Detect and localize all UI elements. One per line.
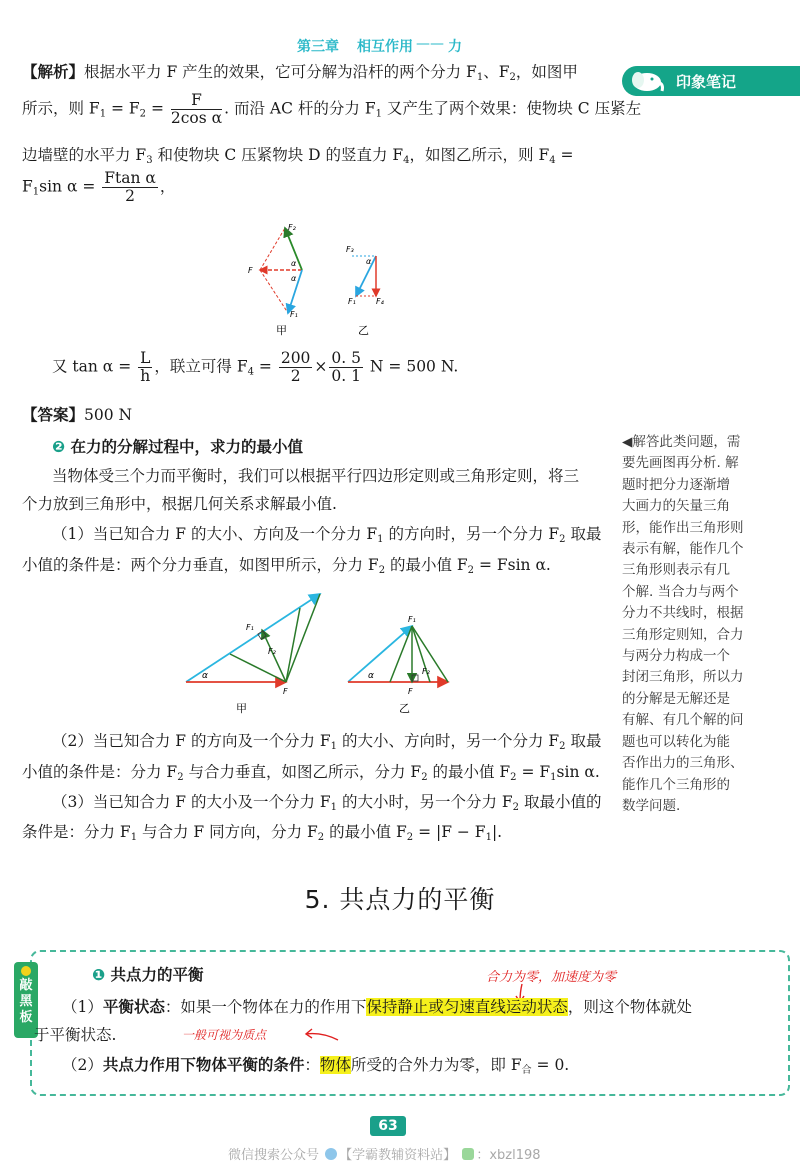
sidebar-note-line: 否作出力的三角形、	[622, 755, 744, 772]
answer-value: 500 N	[84, 406, 133, 424]
jia-label-F2: F₂	[288, 223, 296, 232]
yi-label-F4: F₄	[376, 297, 384, 306]
sidebar-note-line: 三角形则表示有几	[622, 562, 730, 579]
note-badge	[622, 66, 800, 96]
analysis-tag: 【解析】	[22, 63, 85, 81]
analysis-line-1: 【解析】根据水平力 F 产生的效果，它可分解为沿杆的两个分力 $F_1$、$F_2$，如图甲	[22, 63, 578, 83]
case2-line-1: （2）当已知合力 F 的方向及一个分力 $F_1$ 的大小、方向时，另一个分力 $F_2$ 取最	[52, 732, 602, 752]
section2-num: ❷	[52, 438, 66, 456]
section2-heading	[52, 437, 303, 457]
watermark-text-2: 【学霸教辅资料站】	[339, 1148, 457, 1163]
mid-yi-ray-F1	[348, 626, 412, 682]
sidebar-note-line: 数学问题.	[622, 797, 681, 814]
board-num: ❶	[92, 966, 106, 984]
page-header	[0, 0, 800, 56]
mid-yi-label-alpha: α	[368, 671, 374, 681]
highlight-object: 物体	[319, 1056, 351, 1074]
elephant-icon	[628, 68, 666, 94]
board-heading	[92, 965, 204, 985]
mid-jia-label-alpha: α	[202, 671, 208, 681]
analysis-line-2: 所示，则 $F_1 = F_2$ = $\frac{F}{\text{2cos α}}$ . 而沿 AC 杆的分力 $F_1$ 又产生了两个效果：使物块 C 压紧左	[22, 91, 642, 127]
mid-yi-line-a	[412, 626, 448, 682]
mid-yi-right-angle	[412, 675, 418, 681]
sidebar-note-line: 个解. 当合力与两个	[622, 583, 739, 600]
mid-jia-ray-F1-direction	[186, 594, 320, 682]
jia-dashed-left-lower	[260, 270, 288, 313]
sidebar-note-line: 表示有解，能作几个	[622, 541, 744, 558]
header-chapter: 第三章	[297, 39, 339, 55]
handwritten-arrow-2	[302, 1026, 342, 1046]
figure-jia-caption: 甲	[276, 324, 287, 337]
handwritten-note-1: 合力为零，加速度为零	[486, 970, 617, 985]
mid-yi-label-F: F	[408, 687, 413, 696]
mid-yi-label-F1: F₁	[408, 615, 416, 624]
mid-jia-label-F2: F₂	[268, 647, 276, 656]
board-label-equilibrium-condition: 共点力作用下物体平衡的条件	[102, 1056, 305, 1074]
jia-label-F: F	[248, 266, 253, 275]
sidebar-note-line: 分力不共线时，根据	[622, 605, 744, 622]
sidebar-note-line: 有解、有几个解的问	[622, 712, 744, 729]
mid-yi-label-F2: F₂	[422, 667, 430, 676]
jia-label-F1: F₁	[290, 310, 298, 319]
sidebar-note-line: 与两分力构成一个	[622, 648, 730, 665]
jia-dashed-left-upper	[260, 228, 285, 270]
wechat-icon	[462, 1148, 474, 1160]
board-p1-line-2: 于平衡状态.	[34, 1026, 117, 1044]
fraction-f-over-2cos: $\frac{F}{\text{2cos α}}$	[170, 91, 223, 127]
mid-jia-label-F: F	[283, 687, 288, 696]
case2-line-2: 小值的条件是：分力 $F_2$ 与合力垂直，如图乙所示，分力 $F_2$ 的最小值 $F_2 = F_1\sin$ α.	[22, 763, 600, 783]
fraction-05-over-01: $\frac{0. 5}{0. 1}$	[331, 349, 361, 385]
analysis-line-3: 边墙壁的水平力 $F_3$ 和使物块 C 压紧物块 D 的竖直力 $F_4$，如图乙所示，则 $F_4$ =	[22, 146, 574, 166]
answer-line	[22, 405, 132, 425]
section5-title: 5. 共点力的平衡	[304, 885, 496, 914]
mid-jia-line-b	[286, 608, 300, 682]
fraction-L-over-h: $\frac{L}{h}$	[140, 349, 151, 385]
section2-p1b: 个力放到三角形中，根据几何关系求解最小值.	[22, 495, 337, 513]
highlight-static-or-uniform: 保持静止或匀速直线运动状态	[366, 998, 568, 1016]
bulb-icon	[21, 966, 31, 976]
fraction-200-over-2: $\frac{200}{2}$	[280, 349, 311, 385]
board-p1-line-1: （1）平衡状态：如果一个物体在力的作用下保持静止或匀速直线运动状态，则这个物体就处	[62, 998, 692, 1016]
mid-figure-yi-caption: 乙	[399, 702, 410, 715]
sidebar-note-line: 能作几个三角形的	[622, 776, 730, 793]
board-label-balance-state: 平衡状态	[102, 998, 165, 1016]
sidebar-note-line: 大画力的矢量三角	[622, 498, 730, 515]
header-dash: ——	[416, 36, 444, 52]
case1-line-1: （1）当已知合力 F 的大小、方向及一个分力 $F_1$ 的方向时，另一个分力 $F_2$ 取最	[52, 525, 602, 545]
sidebar-note-line: 题时把分力逐渐增	[622, 476, 730, 493]
jia-label-alpha-lower: α	[291, 274, 297, 283]
board-p2-line: （2）共点力作用下物体平衡的条件：物体所受的合外力为零，即 $F_合 = 0$.	[62, 1056, 570, 1076]
sidebar-note	[622, 432, 798, 817]
yi-label-alpha: α	[366, 257, 372, 266]
sidebar-note-line: 形，能作出三角形则	[622, 519, 744, 536]
case3-line-2: 条件是：分力 $F_1$ 与合力 F 同方向，分力 $F_2$ 的最小值 $F_2 = |F - F_1|$.	[22, 823, 503, 843]
figure-force-decomposition-top	[240, 218, 400, 340]
analysis-line-5: 又 tan α = $\frac{L}{h}$ ，联立可得 $F_4$ = $\frac{200}{2}$ × $\frac{0. 5}{0. 1}$ N = 500 N.	[52, 349, 459, 385]
mid-jia-line-c	[230, 654, 286, 682]
sidebar-note-line: 题也可以转化为能	[622, 733, 730, 750]
sidebar-note-line: 的分解是无解还是	[622, 690, 730, 707]
mid-jia-label-F1: F₁	[246, 623, 254, 632]
answer-tag: 【答案】	[22, 406, 85, 424]
jia-label-alpha-upper: α	[291, 259, 297, 268]
sidebar-note-line: 三角形定则知，合力	[622, 626, 744, 643]
handwritten-note-2: 一般可视为质点	[182, 1028, 267, 1042]
analysis-line-4: $F_1\sin$ α = $\frac{\text{Ftan α}}{2}$ ，	[22, 169, 176, 205]
mid-jia-line-a	[286, 594, 320, 682]
mid-yi-line-b	[390, 626, 412, 682]
case3-line-1: （3）当已知合力 F 的大小及一个分力 $F_1$ 的大小时，另一个分力 $F_2$ 取最小值的	[52, 793, 602, 813]
figure-yi-top	[346, 245, 385, 337]
sidebar-note-line: 要先画图再分析. 解	[622, 455, 739, 472]
watermark-text-1: 微信搜索公众号	[228, 1148, 320, 1163]
mid-figure-jia-caption: 甲	[236, 702, 247, 715]
sidebar-note-line: 封闭三角形，所以力	[622, 669, 744, 686]
section2-p1: 当物体受三个力而平衡时，我们可以根据平行四边形定则或三角形定则，将三	[52, 467, 580, 485]
knock-board-label: 敲黑板	[19, 978, 33, 1025]
header-title: 相互作用	[357, 39, 413, 55]
mid-jia-arrow-F2-min	[262, 630, 286, 682]
board-title: 共点力的平衡	[110, 966, 204, 984]
watermark	[228, 1144, 541, 1163]
section2-title: 在力的分解过程中，求力的最小值	[70, 438, 304, 456]
yi-label-F1: F₁	[348, 297, 356, 306]
sidebar-note-lines	[622, 432, 798, 817]
watermark-text-3: ：xbzl198	[476, 1148, 541, 1163]
figure-jia-mid	[186, 594, 320, 715]
page-number: 63	[370, 1116, 406, 1136]
note-badge-label: 印象笔记	[676, 73, 737, 91]
fraction-ftan-over-2: $\frac{\text{Ftan α}}{2}$	[104, 169, 156, 205]
sidebar-note-line: ◀解答此类问题，需	[622, 434, 741, 450]
globe-icon	[325, 1148, 337, 1160]
yi-label-F3: F₃	[346, 245, 354, 254]
case1-line-2: 小值的条件是：两个分力垂直，如图甲所示，分力 $F_2$ 的最小值 $F_2 = Fsin$ α.	[22, 556, 551, 576]
figure-jia-top	[248, 223, 302, 337]
header-chapter-band	[0, 0, 800, 56]
figure-yi-caption: 乙	[358, 324, 369, 337]
figure-yi-mid	[348, 615, 448, 715]
figure-minimum-force	[180, 588, 460, 718]
header-subtitle: 力	[448, 39, 462, 55]
